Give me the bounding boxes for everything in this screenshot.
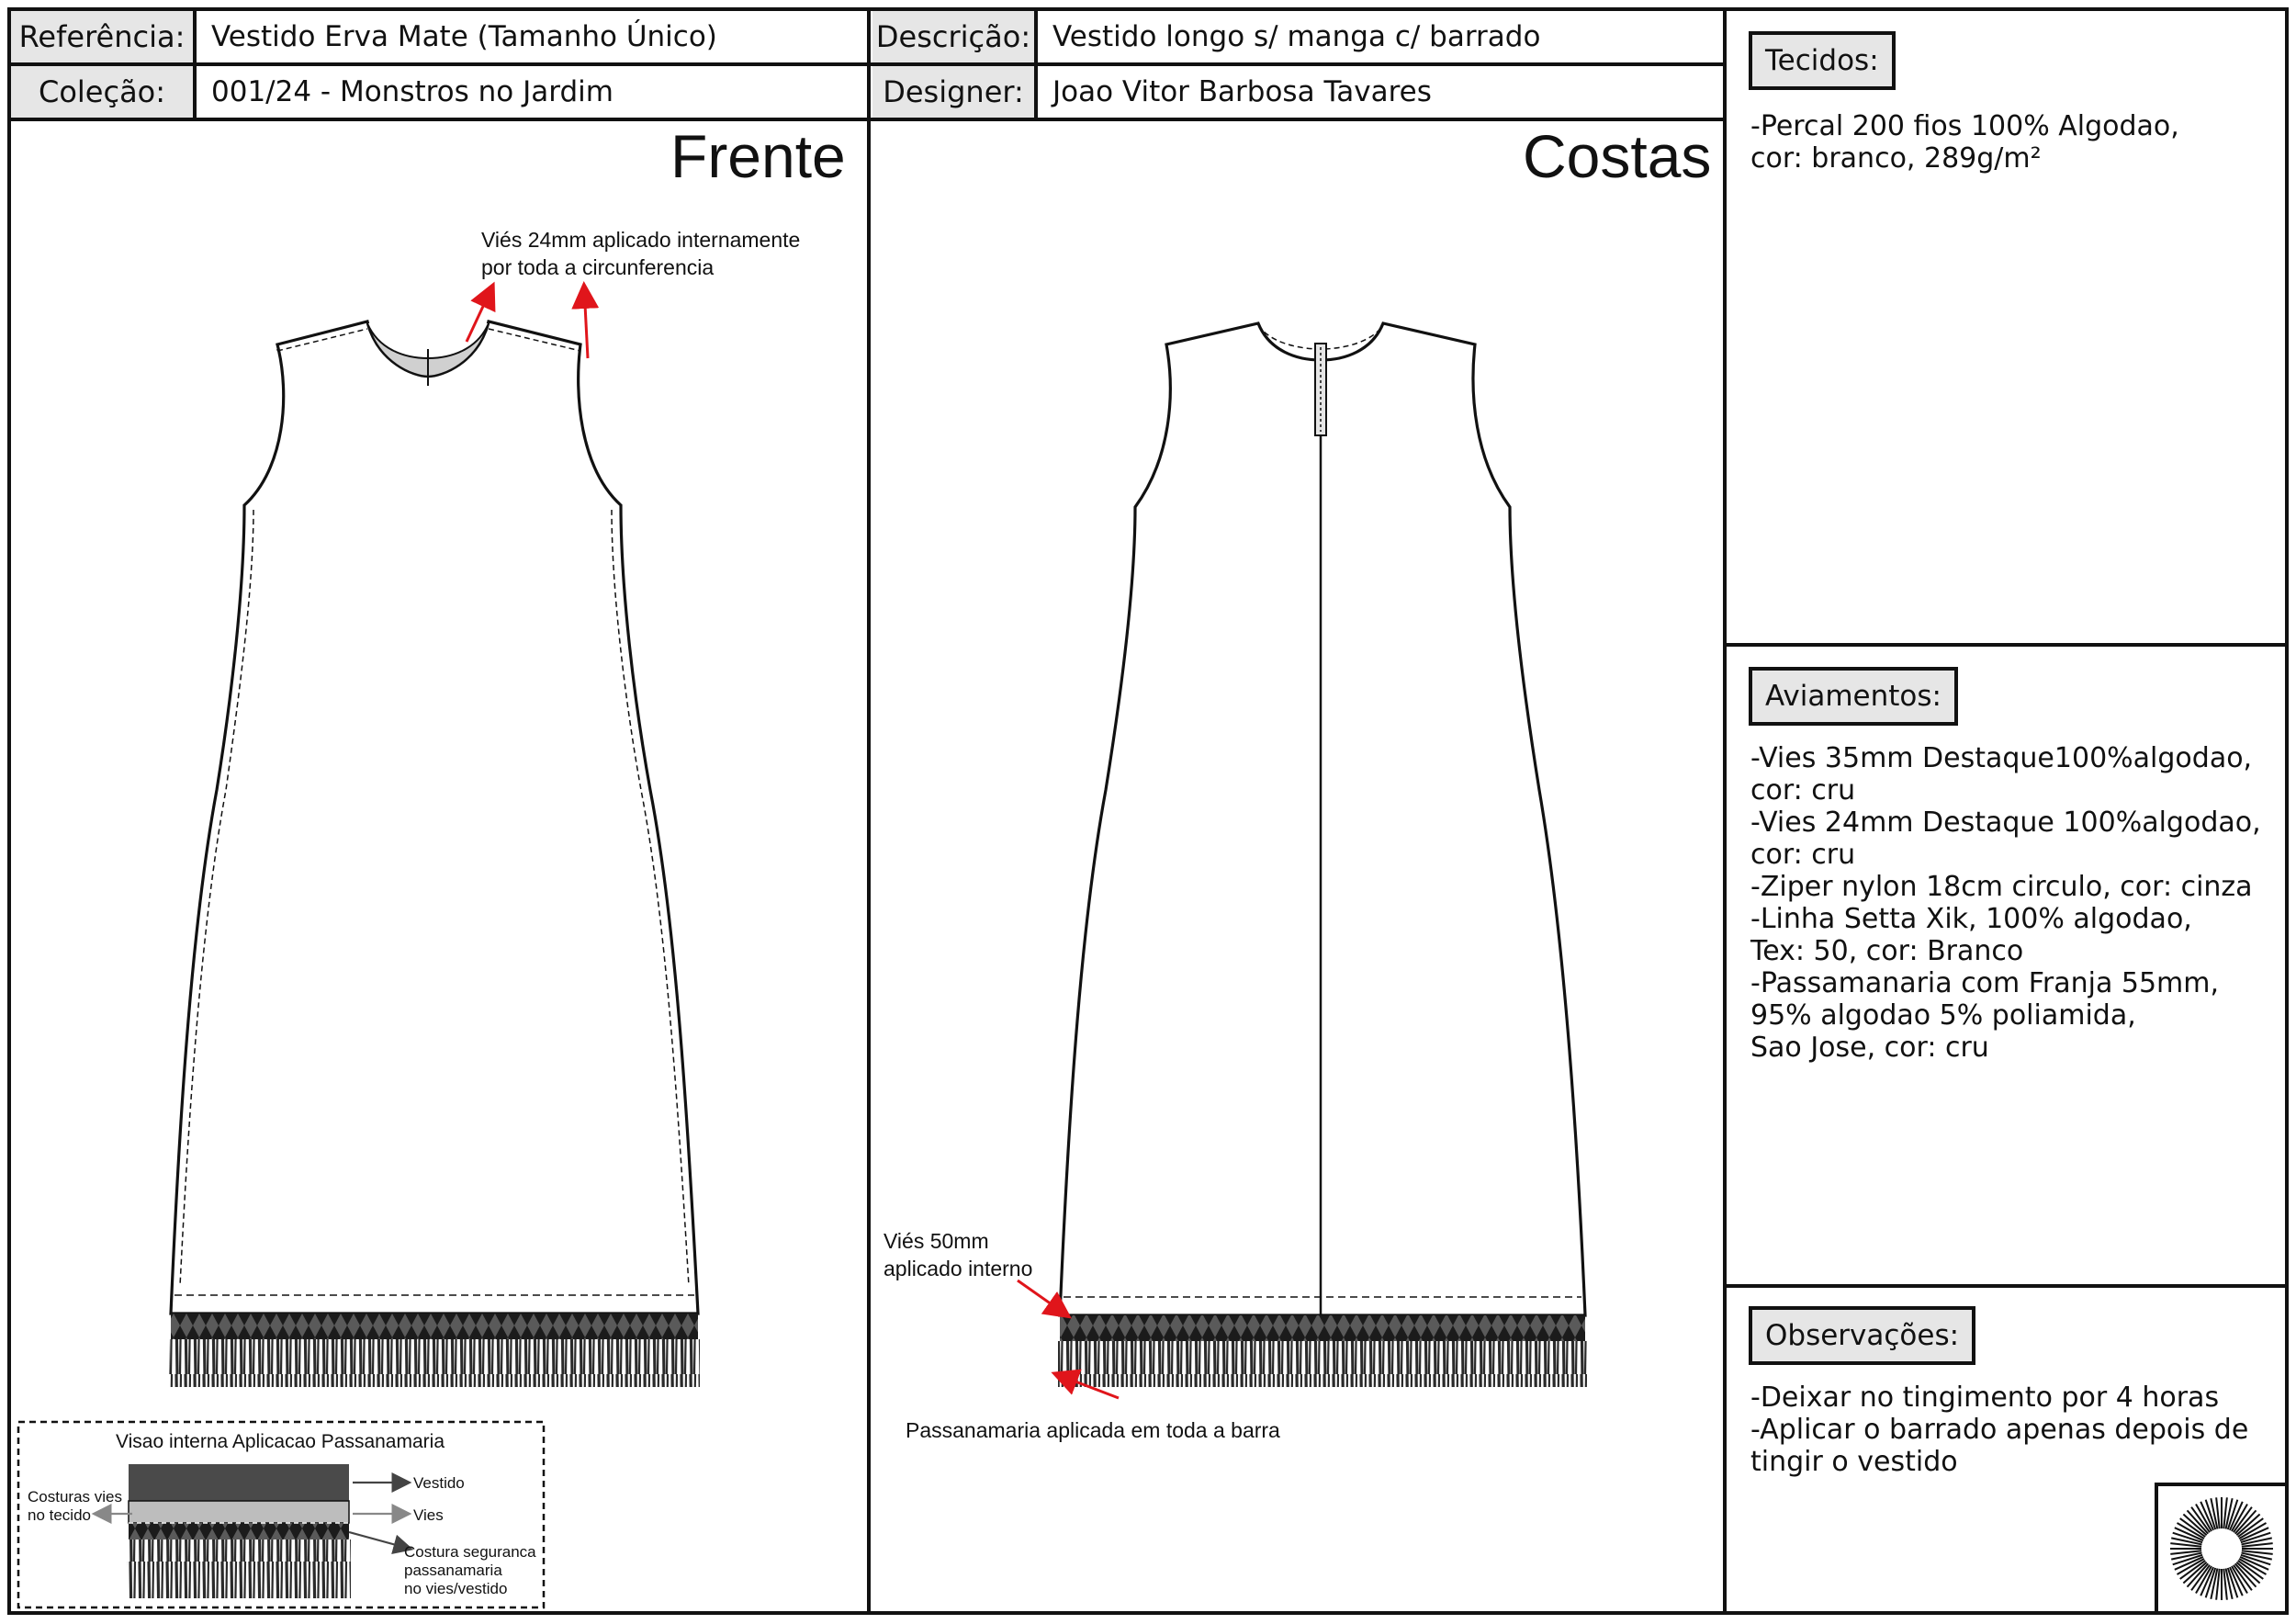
front-title: Frente <box>670 122 846 190</box>
front-bias-note: Viés 24mm aplicado internamente por toda a circunferencia <box>481 228 801 279</box>
collection-value: 001/24 - Monstros no Jardim <box>211 75 613 108</box>
fabrics-title: Tecidos: <box>1749 31 1896 90</box>
description-value: Vestido longo s/ manga c/ barrado <box>1052 20 1541 53</box>
trims-title: Aviamentos: <box>1749 667 1958 726</box>
designer-value: Joao Vitor Barbosa Tavares <box>1052 75 1432 108</box>
back-trim-note: Passanamaria aplicada em toda a barra <box>906 1418 1280 1442</box>
reference-label: Referência: <box>11 11 193 62</box>
inset-illustration <box>127 1464 351 1598</box>
observations-title: Observações: <box>1749 1306 1975 1365</box>
inset-label-safety: Costura seguranca passanamaria no vies/vestido <box>404 1543 536 1597</box>
designer-label: Designer: <box>872 66 1034 118</box>
back-title: Costas <box>1523 122 1712 190</box>
logo-frame <box>2155 1483 2289 1615</box>
reference-value: Vestido Erva Mate (Tamanho Único) <box>211 20 717 53</box>
description-label: Descrição: <box>872 11 1034 62</box>
inset-label-seams: Costuras vies no tecido <box>28 1488 122 1524</box>
back-bias50-note: Viés 50mm aplicado interno <box>884 1229 1033 1280</box>
front-dress <box>169 321 700 1387</box>
inset-label-dress: Vestido <box>413 1474 465 1492</box>
collection-label: Coleção: <box>11 66 193 118</box>
back-dress <box>1058 323 1587 1387</box>
fabrics-text: -Percal 200 fios 100% Algodao, cor: branco, 289g/m² <box>1750 110 2179 175</box>
trims-text: -Vies 35mm Destaque100%algodao, cor: cru -Vies 24mm Destaque 100%algodao, cor: cru -Ziper nylon 18cm circulo, cor: cinza -Linha Setta Xik, 100% algodao, Tex: 50, cor: Branco -Passamanaria com Franja 55mm, 95% algodao 5% poliamida, Sao Jose, cor: cru <box>1750 742 2261 1064</box>
observations-text: -Deixar no tingimento por 4 horas -Aplicar o barrado apenas depois de tingir o vestido <box>1750 1382 2249 1478</box>
inset-label-bias: Vies <box>413 1506 444 1524</box>
inset-title: Visao interna Aplicacao Passanamaria <box>116 1431 445 1452</box>
